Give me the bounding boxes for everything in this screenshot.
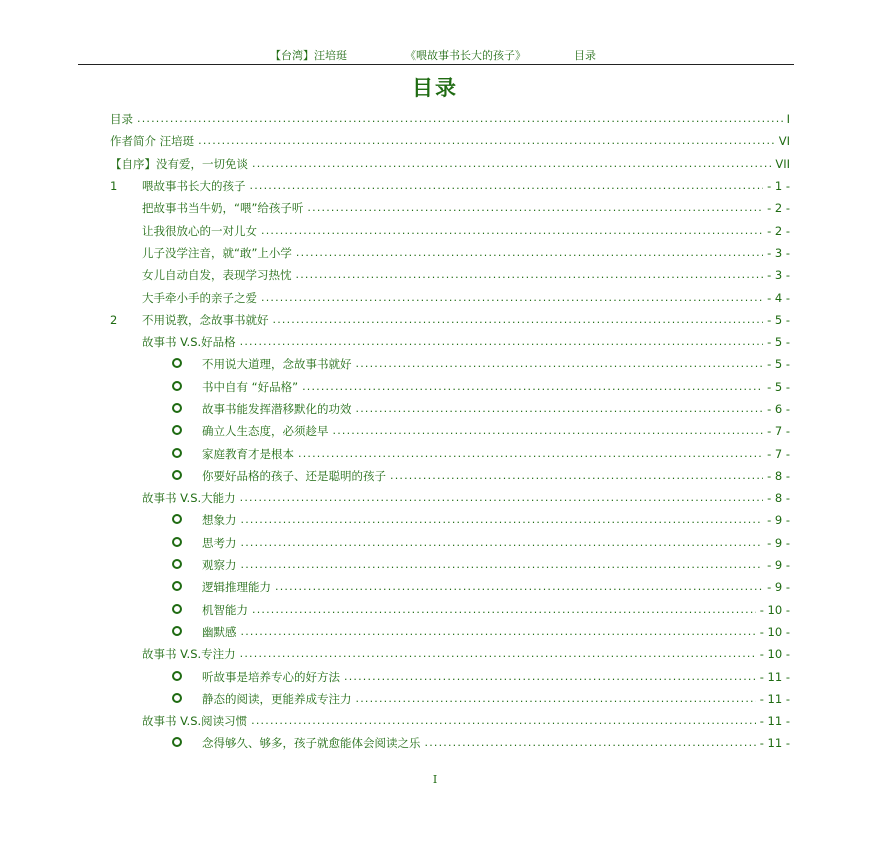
circle-bullet-icon bbox=[172, 357, 202, 371]
toc-leader-dots bbox=[296, 268, 764, 282]
toc-leader-dots bbox=[241, 625, 756, 639]
toc-section-entry[interactable] bbox=[110, 219, 790, 241]
toc-section-entry[interactable] bbox=[110, 331, 790, 353]
toc-leader-dots bbox=[302, 380, 763, 394]
circle-bullet-icon bbox=[172, 670, 202, 684]
toc-entry-label: 大手牵小手的亲子之爱 bbox=[142, 290, 257, 305]
toc-leader-dots bbox=[250, 179, 764, 193]
toc-page-number: - 10 - bbox=[759, 624, 790, 639]
circle-bullet-icon bbox=[172, 402, 202, 416]
toc-leader-dots bbox=[261, 291, 763, 305]
toc-page-number: - 11 - bbox=[759, 714, 790, 729]
toc-page-number: - 6 - bbox=[767, 402, 790, 416]
toc-leader-dots bbox=[344, 670, 756, 684]
toc-page-number: - 5 - bbox=[767, 312, 790, 327]
toc-page-number: - 2 - bbox=[767, 201, 790, 216]
toc-leader-dots bbox=[356, 692, 756, 706]
toc-leader-dots bbox=[298, 447, 763, 461]
toc-leader-dots bbox=[356, 402, 764, 416]
toc-section-entry[interactable] bbox=[110, 197, 790, 219]
toc-section-entry[interactable] bbox=[110, 242, 790, 264]
toc-entry-label: 女儿自动自发，表现学习热忱 bbox=[142, 268, 292, 283]
toc-entry-label: 喂故事书长大的孩子 bbox=[142, 179, 246, 194]
toc-entry-label: 逻辑推理能力 bbox=[202, 580, 271, 595]
toc-subsection-entry[interactable] bbox=[110, 665, 790, 687]
toc-page-number: - 9 - bbox=[767, 558, 790, 573]
toc-entry-label: 观察力 bbox=[202, 558, 237, 573]
toc-entry-label: 念得够久、够多，孩子就愈能体会阅读之乐 bbox=[202, 736, 421, 751]
page-title: 目录 bbox=[412, 76, 458, 100]
toc-leader-dots bbox=[251, 714, 756, 728]
toc-section-entry[interactable] bbox=[110, 264, 790, 286]
toc-chapter-number: 1 bbox=[110, 179, 118, 194]
toc-entry-label: 故事书能发挥潜移默化的功效 bbox=[202, 402, 352, 416]
toc-entry[interactable] bbox=[110, 130, 790, 152]
toc-entry-label: 思考力 bbox=[202, 535, 237, 550]
circle-bullet-icon bbox=[172, 625, 202, 639]
toc-leader-dots bbox=[198, 134, 775, 148]
toc-entry-label: 听故事是培养专心的好方法 bbox=[202, 669, 340, 684]
toc-leader-dots bbox=[252, 603, 756, 617]
circle-bullet-icon bbox=[172, 424, 202, 438]
toc-leader-dots bbox=[296, 246, 763, 260]
toc-subsection-entry[interactable] bbox=[110, 688, 790, 710]
toc-leader-dots bbox=[273, 313, 764, 327]
toc-entry[interactable] bbox=[110, 108, 790, 130]
toc-entry-label: 书中自有 “好品格” bbox=[202, 379, 299, 394]
toc-page-number: - 11 - bbox=[759, 669, 790, 684]
toc-subsection-entry[interactable] bbox=[110, 398, 790, 420]
toc-leader-dots bbox=[356, 357, 764, 371]
circle-bullet-icon bbox=[172, 558, 202, 572]
header-book-title: 《喂故事书长大的孩子》 bbox=[405, 49, 526, 62]
toc-entry[interactable] bbox=[110, 153, 790, 175]
toc-leader-dots bbox=[275, 580, 763, 594]
toc-leader-dots bbox=[240, 335, 763, 349]
toc-page-number: - 3 - bbox=[767, 245, 790, 260]
toc-entry-label: 幽默感 bbox=[202, 624, 237, 639]
toc-leader-dots bbox=[390, 469, 763, 483]
toc-entry-label: 【自序】没有爱，一切免谈 bbox=[110, 156, 248, 171]
toc-leader-dots bbox=[333, 424, 764, 438]
toc-entry-label: 儿子没学注音，就“敢”上小学 bbox=[142, 245, 292, 260]
toc-entry-label: 你要好品格的孩子、还是聪明的孩子 bbox=[202, 468, 386, 483]
toc-page-number: - 9 - bbox=[767, 580, 790, 595]
toc-section-entry[interactable] bbox=[110, 286, 790, 308]
circle-bullet-icon bbox=[172, 447, 202, 461]
toc-page-number: VII bbox=[775, 156, 790, 171]
toc-page-number: - 1 - bbox=[767, 179, 790, 194]
toc-subsection-entry[interactable] bbox=[110, 420, 790, 442]
toc-subsection-entry[interactable] bbox=[110, 576, 790, 598]
toc-page-number: - 11 - bbox=[759, 691, 790, 706]
toc-leader-dots bbox=[240, 647, 756, 661]
toc-page-number: - 11 - bbox=[759, 736, 790, 751]
toc-chapter-number: 2 bbox=[110, 312, 118, 327]
toc-subsection-entry[interactable] bbox=[110, 353, 790, 375]
table-of-contents bbox=[110, 108, 790, 755]
toc-page-number: I bbox=[786, 112, 790, 127]
toc-entry-label: 确立人生态度，必须趁早 bbox=[202, 424, 329, 439]
toc-subsection-entry[interactable] bbox=[110, 621, 790, 643]
toc-entry-label: 故事书 V.S.专注力 bbox=[142, 647, 236, 662]
toc-page-number: - 2 - bbox=[767, 223, 790, 238]
toc-page-number: - 10 - bbox=[759, 602, 790, 617]
toc-entry-label: 家庭教育才是根本 bbox=[202, 446, 294, 461]
toc-leader-dots bbox=[240, 491, 763, 505]
circle-bullet-icon bbox=[172, 536, 202, 550]
toc-leader-dots bbox=[241, 558, 764, 572]
toc-leader-dots bbox=[261, 224, 763, 238]
toc-page-number: - 5 - bbox=[767, 335, 790, 350]
toc-chapter-entry[interactable] bbox=[110, 309, 790, 331]
toc-entry-label: 故事书 V.S.好品格 bbox=[142, 335, 236, 350]
toc-entry-label: 机智能力 bbox=[202, 602, 248, 617]
toc-subsection-entry[interactable] bbox=[110, 465, 790, 487]
toc-entry-label: 不用说教，念故事书就好 bbox=[142, 312, 269, 327]
toc-subsection-entry[interactable] bbox=[110, 554, 790, 576]
circle-bullet-icon bbox=[172, 469, 202, 483]
circle-bullet-icon bbox=[172, 380, 202, 394]
toc-page-number: - 8 - bbox=[767, 468, 790, 483]
toc-section-entry[interactable] bbox=[110, 487, 790, 509]
header-author: 【台湾】汪培珽 bbox=[270, 49, 347, 62]
toc-chapter-entry[interactable] bbox=[110, 175, 790, 197]
toc-leader-dots bbox=[137, 112, 783, 126]
toc-section-entry[interactable] bbox=[110, 643, 790, 665]
toc-entry-label: 作者简介 汪培珽 bbox=[110, 134, 195, 149]
toc-page-number: - 8 - bbox=[767, 491, 790, 506]
toc-page-number: - 9 - bbox=[767, 513, 790, 528]
toc-page-number: - 7 - bbox=[767, 446, 790, 461]
circle-bullet-icon bbox=[172, 692, 202, 706]
circle-bullet-icon bbox=[172, 580, 202, 594]
toc-entry-label: 故事书 V.S.大能力 bbox=[142, 491, 236, 506]
circle-bullet-icon bbox=[172, 513, 202, 527]
toc-leader-dots bbox=[241, 536, 764, 550]
toc-entry-label: 把故事书当牛奶，“喂”给孩子听 bbox=[142, 201, 304, 216]
toc-subsection-entry[interactable] bbox=[110, 732, 790, 754]
toc-subsection-entry[interactable] bbox=[110, 599, 790, 621]
toc-page-number: - 4 - bbox=[767, 290, 790, 305]
circle-bullet-icon bbox=[172, 736, 202, 750]
running-header bbox=[78, 49, 794, 63]
toc-page-number: - 9 - bbox=[767, 535, 790, 550]
circle-bullet-icon bbox=[172, 603, 202, 617]
toc-leader-dots bbox=[252, 157, 771, 171]
toc-leader-dots bbox=[307, 201, 763, 215]
toc-page-number: - 5 - bbox=[767, 379, 790, 394]
toc-entry-label: 想象力 bbox=[202, 513, 237, 528]
toc-subsection-entry[interactable] bbox=[110, 376, 790, 398]
header-section: 目录 bbox=[574, 49, 596, 62]
toc-leader-dots bbox=[241, 513, 764, 527]
toc-section-entry[interactable] bbox=[110, 710, 790, 732]
toc-entry-label: 不用说大道理，念故事书就好 bbox=[202, 357, 352, 372]
toc-subsection-entry[interactable] bbox=[110, 532, 790, 554]
toc-subsection-entry[interactable] bbox=[110, 509, 790, 531]
toc-entry-label: 目录 bbox=[110, 112, 133, 127]
toc-entry-label: 让我很放心的一对儿女 bbox=[142, 223, 257, 238]
toc-page-number: - 5 - bbox=[767, 357, 790, 372]
toc-subsection-entry[interactable] bbox=[110, 442, 790, 464]
toc-page-number: - 3 - bbox=[767, 268, 790, 283]
toc-entry-label: 静态的阅读，更能养成专注力 bbox=[202, 691, 352, 706]
toc-page-number: - 7 - bbox=[767, 424, 790, 439]
toc-page-number: - 10 - bbox=[759, 647, 790, 662]
page-footer-number: I bbox=[432, 773, 438, 786]
header-rule bbox=[78, 64, 794, 65]
toc-leader-dots bbox=[425, 736, 756, 750]
toc-page-number: VI bbox=[778, 134, 790, 149]
toc-entry-label: 故事书 V.S.阅读习惯 bbox=[142, 714, 248, 729]
